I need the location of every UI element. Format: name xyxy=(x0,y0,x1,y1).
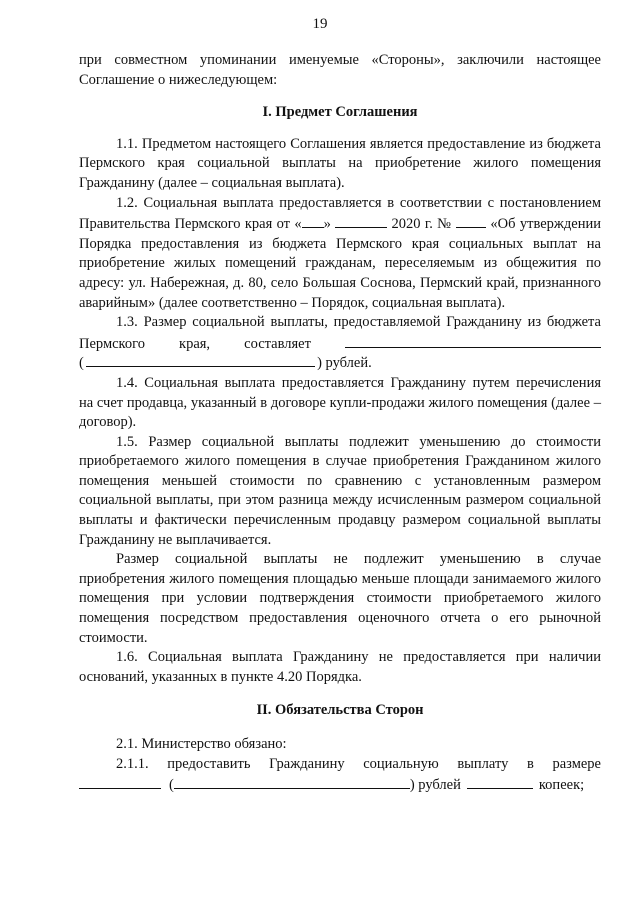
month-blank xyxy=(335,213,387,228)
clause-1-2-quote-close: » xyxy=(323,216,331,233)
clause-1-6: 1.6. Социальная выплата Гражданину не предоставляется при наличии оснований, указанных в пункте 4.20 Порядка. xyxy=(79,649,601,685)
section-2-heading: II. Обязательства Сторон xyxy=(256,702,424,719)
clause-1-2-number-sign: № xyxy=(437,216,452,233)
amount-digits-blank xyxy=(345,333,601,348)
payment-digits-blank xyxy=(79,774,161,789)
clause-1-3-text: 1.3. Размер социальной выплаты, предоставляемой Гражданину из бюджета Пермского края, составляет xyxy=(79,314,601,352)
clause-1-2 xyxy=(79,194,601,314)
clause-1-5-continued: Размер социальной выплаты не подлежит уменьшению в случае приобретения жилого помещения площадью меньше площади занимаемого жилого помещения при условии подтверждения стоимости приобретаемого жилого помещения посредством предоставления оценочного отчета о его рыночной стоимости. xyxy=(79,551,601,646)
clause-1-2-text-e: «Об утверждении Порядка предоставления из бюджета Пермского края социальных выплат на приобретение жилых помещений гражданам, переселяемым из общежития по адресу: ул. Набережная, д. 80, село Большая Соснова, Пермский край, признанного аварийным» (далее соответственно – Порядок, социальная выплата). xyxy=(79,216,602,311)
clause-2-1-1-rubles: ) рублей xyxy=(409,777,461,794)
clause-2-1-1: 2.1.1. предоставить Гражданину социальную выплату в размере xyxy=(116,755,601,772)
intro-paragraph: при совместном упоминании именуемые «Стороны», заключили настоящее Соглашение о нижеследующем: xyxy=(79,52,601,88)
clause-1-2-text-a: 1.2. Социальная выплата предоставляется в соответствии с постановлением Правительства Пермского края от « xyxy=(79,194,601,233)
clause-1-3 xyxy=(79,313,601,354)
document-body xyxy=(79,51,601,796)
clause-1-2-year: 2020 г. xyxy=(391,216,433,233)
clause-1-1: 1.1. Предметом настоящего Соглашения является предоставление из бюджета Пермского края социальной выплаты на приобретение жилого помещения Гражданину (далее – социальная выплата). xyxy=(79,135,601,191)
decree-number-blank xyxy=(456,213,486,228)
amount-words-blank xyxy=(86,365,315,367)
clause-2-1-1-kopecks: копеек; xyxy=(538,777,585,794)
clause-1-3-open-paren: ( xyxy=(79,355,84,372)
clause-2-1-1-amount-row xyxy=(79,774,601,796)
clause-2-1: 2.1. Министерство обязано: xyxy=(116,736,287,752)
day-blank xyxy=(302,213,324,228)
clause-1-3-close: ) рублей. xyxy=(317,355,372,372)
payment-words-blank xyxy=(174,774,410,789)
clause-2-1-1-open-paren: ( xyxy=(169,777,174,794)
page-number: 19 xyxy=(312,16,328,32)
section-1-heading: I. Предмет Соглашения xyxy=(262,104,418,121)
kopecks-blank xyxy=(467,774,533,789)
clause-1-5: 1.5. Размер социальной выплаты подлежит уменьшению до стоимости приобретаемого жилого помещения в случае приобретения Гражданином жилого помещения меньшей стоимости по сравнению с установленным размером социальной выплаты, при этом разница между исчисленным размером социальной выплаты и фактически перечисленным продавцу размером социальной выплаты Гражданину не выплачивается. xyxy=(79,433,601,548)
clause-1-4: 1.4. Социальная выплата предоставляется Гражданину путем перечисления на счет продавца, указанный в договоре купли-продажи жилого помещения (далее – договор). xyxy=(79,374,601,431)
clause-1-3-amount-words-row xyxy=(79,354,601,374)
